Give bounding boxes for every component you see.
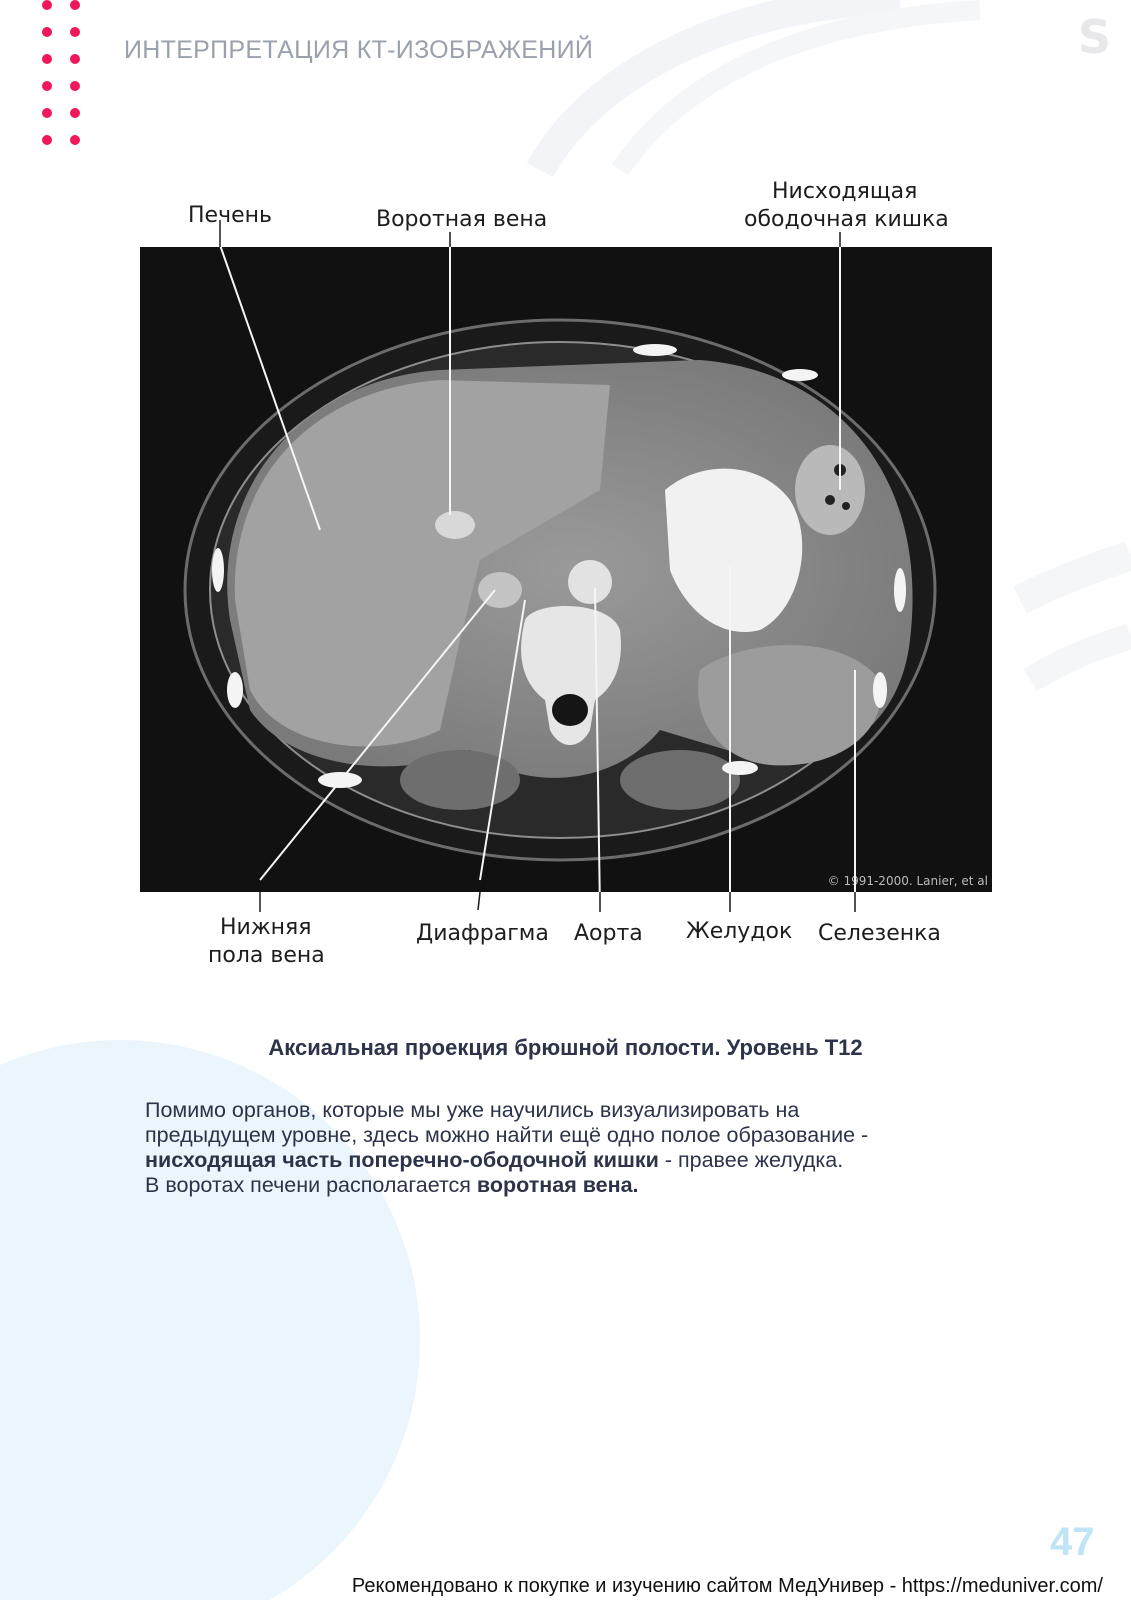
body-line-2: предыдущем уровне, здесь можно найти ещё одно полое образование - <box>145 1123 869 1147</box>
label-aorta: Аорта <box>574 921 643 946</box>
body-line-1: Помимо органов, которые мы уже научились визуализировать на <box>145 1098 800 1122</box>
label-descending-colon-2: ободочная кишка <box>744 207 949 232</box>
label-spleen: Селезенка <box>818 921 941 946</box>
body-bold-portal-vein: воротная вена. <box>476 1173 639 1197</box>
label-liver: Печень <box>188 203 272 228</box>
ct-scan-image <box>140 170 1020 1010</box>
aorta-shape <box>568 560 612 604</box>
ct-copyright: © 1991-2000. Lanier, et al <box>827 874 988 888</box>
back-muscle-right <box>620 750 740 810</box>
page-number: 47 <box>1050 1520 1095 1564</box>
body-line-4-start: В воротах печени располагается <box>145 1173 477 1197</box>
body-line-3-rest: - правее желудка. <box>658 1148 844 1172</box>
colon-shape <box>795 445 865 535</box>
body-paragraph <box>145 1098 1005 1198</box>
label-ivc-2: пола вена <box>208 943 325 968</box>
body-line-3 <box>145 1148 1005 1173</box>
page-header-title: ИНТЕРПРЕТАЦИЯ КТ-ИЗОБРАЖЕНИЙ <box>124 36 594 64</box>
s-logo-icon: S <box>1078 10 1112 64</box>
ct-figure <box>140 170 1020 1010</box>
back-muscle-left <box>400 750 520 810</box>
label-descending-colon-1: Нисходящая <box>772 179 918 204</box>
figure-caption: Аксиальная проекция брюшной полости. Уровень Т12 <box>268 1035 863 1060</box>
label-diaphragm: Диафрагма <box>416 921 549 946</box>
footer-recommendation: Рекомендовано к покупке и изучению сайтом МедУнивер - https://meduniver.com/ <box>351 1575 1103 1597</box>
decorative-dots <box>40 0 90 150</box>
label-stomach: Желудок <box>686 919 793 944</box>
portal-vein-shape <box>435 511 475 539</box>
body-bold-colon: нисходящая часть поперечно-ободочной кишки <box>145 1148 659 1172</box>
body-line-4 <box>145 1173 1005 1198</box>
label-ivc-1: Нижняя <box>220 915 312 940</box>
label-portal-vein: Воротная вена <box>376 207 548 232</box>
